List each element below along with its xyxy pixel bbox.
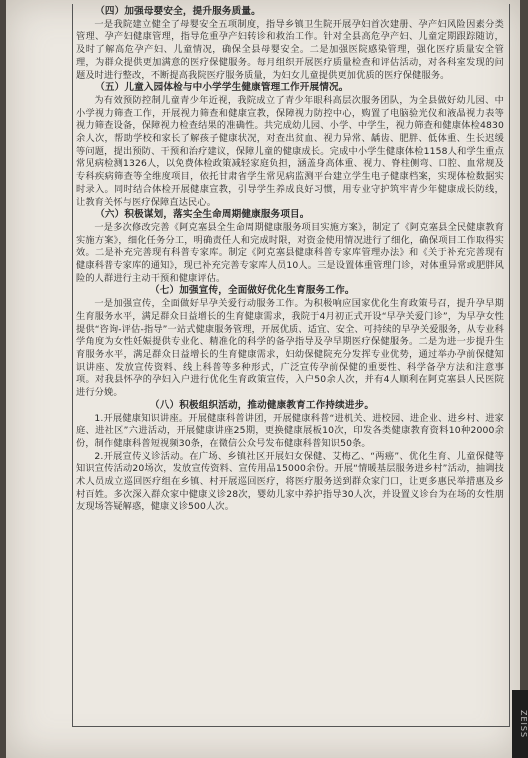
camera-watermark: ZEISS — [512, 690, 528, 758]
section-4-heading: （四）加强母婴安全，提升服务质量。 — [95, 6, 261, 17]
document-body — [76, 6, 504, 514]
section-5-body: 为有效预防控制儿童青少年近视，我院成立了青少年眼科高层次服务团队，为全县做好幼儿园、中小学视力筛查工作，开展视力筛查和健康宣教，保障视力防控中心，购置了电脑验光仪和液晶视力表等视力筛查设备，保障视力检查结果的准确性。共完成幼儿园、小学、中学生，视力筛查和健康体检4830余人次，帮助学校和家长了解孩子健康状况，对查出贫血、视力异常、龋齿、肥胖、低体重、生长迟缓等问题，提出预防、干预和治疗建议，保障儿童的健康成长。完成中小学生健康体检1158人和学生重点常见病检测1326人，以免费体检政策减轻家庭负担，涵盖身高体重、视力、脊柱侧弯、口腔、血常规及专科疾病筛查等全维度项目，依托甘肃省学生常见病监测平台建立学生电子健康档案，实现体检数据实时录入。同时结合体检开展健康宣教，引导学生养成良好习惯，用专业守护筑牢青少年健康成长防线，让教育关怀与医疗保障直达民心。 — [76, 94, 504, 208]
document-page — [6, 0, 520, 758]
section-8-heading: （八）积极组织活动，推动健康教育工作持续进步。 — [150, 399, 375, 411]
section-5-heading: （五）儿童入园体检与中小学学生健康管理工作开展情况。 — [95, 82, 349, 94]
section-8-item-1: 1.开展健康知识讲座。开展健康科普讲团，开展健康科普“进机关、进校园、进企业、进乡村、进家庭、进社区”六进活动，开展健康讲座25期，更换健康展板10次，印发各类健康教育资料10种2000余份，制作健康科普短视频30条，在微信公众号发布健康科普知识50条。 — [76, 412, 504, 449]
section-7-heading: （七）加强宣传，全面做好优化生育服务工作。 — [150, 285, 355, 297]
section-6-heading: （六）积极谋划，落实全生命周期健康服务项目。 — [95, 209, 310, 221]
section-8-item-2: 2.开展宣传义诊活动。在广场、乡镇社区开展妇女保健、艾梅乙、“两癌”、优化生育、儿童保健等知识宣传活动20场次，发放宣传资料、宣传用品15000余份。开展“情暖基层服务进乡村”活动，抽调技术人员成立巡回医疗组在乡镇、村开展巡回医疗，将医疗服务送到群众家门口，让更多惠民举措惠及乡村百姓。多次深入群众家中健康义诊28次，婴幼儿家中养护指导30人次，并设置义诊台为在场的女性朋友现场答疑解惑，健康义诊500人次。 — [76, 450, 504, 513]
section-7-body: 一是加强宣传，全面做好早孕关爱行动服务工作。为积极响应国家优化生育政策号召，提升孕早期生育服务水平，满足群众日益增长的生育健康需求，我院于4月初正式开设“早孕关爱门诊”，为早孕女性提供“咨询-评估-指导”一站式健康服务管理，开展优质、适宜、安全、可持续的早孕关爱服务，从专业科学角度为女性妊娠提供专业化、精准化的科学的备孕指导及孕早期医疗保健服务。二是为进一步提升生育服务水平，满足群众日益增长的生育健康需求，妇幼保健院充分发挥专业优势，通过举办孕前保健知识讲座、发放宣传资料、线上科普等多种形式，广泛宣传孕前保健的重要性、科学备孕方法和注意事项。对我县怀孕的孕妇入户进行优化生育政策宣传，入户50余人次，并有4人顺利在阿克塞县人民医院进行分娩。 — [76, 298, 504, 399]
section-6-body: 一是多次修改完善《阿克塞县全生命周期健康服务项目实施方案》，制定了《阿克塞县全民健康教育实施方案》，细化任务分工，明确责任人和完成时限，对资金使用情况进行了细化，确保项目工作取得实效。二是补充完善现有科普专家库。制定《阿克塞县健康科普专家库管理办法》和《关于补充完善现有健康科普专家库的通知》，现已补充完善专家库人员10人。三是设置体重管理门诊，对体重异常或肥胖风险的人群进行主动干预和健康评估。 — [76, 221, 504, 284]
section-4-body: 一是我院建立健全了母婴安全五项制度，指导乡镇卫生院开展孕妇首次建册、孕产妇风险因素分类管理、孕产妇健康管理，指导危重孕产妇转诊和救治工作。针对全县高危孕产妇、儿童定期跟踪随访，及时了解高危孕产妇、儿童情况，确保全县母婴安全。二是加强医院感染管理，强化医疗质量安全管理，为群众提供更加满意的医疗保健服务。每月组织开展医疗质量检查和评估活动，对各科室发现的问题及时进行整改，不断提高我院医疗服务质量，为妇女儿童提供更加优质的医疗保健服务。 — [76, 18, 504, 81]
